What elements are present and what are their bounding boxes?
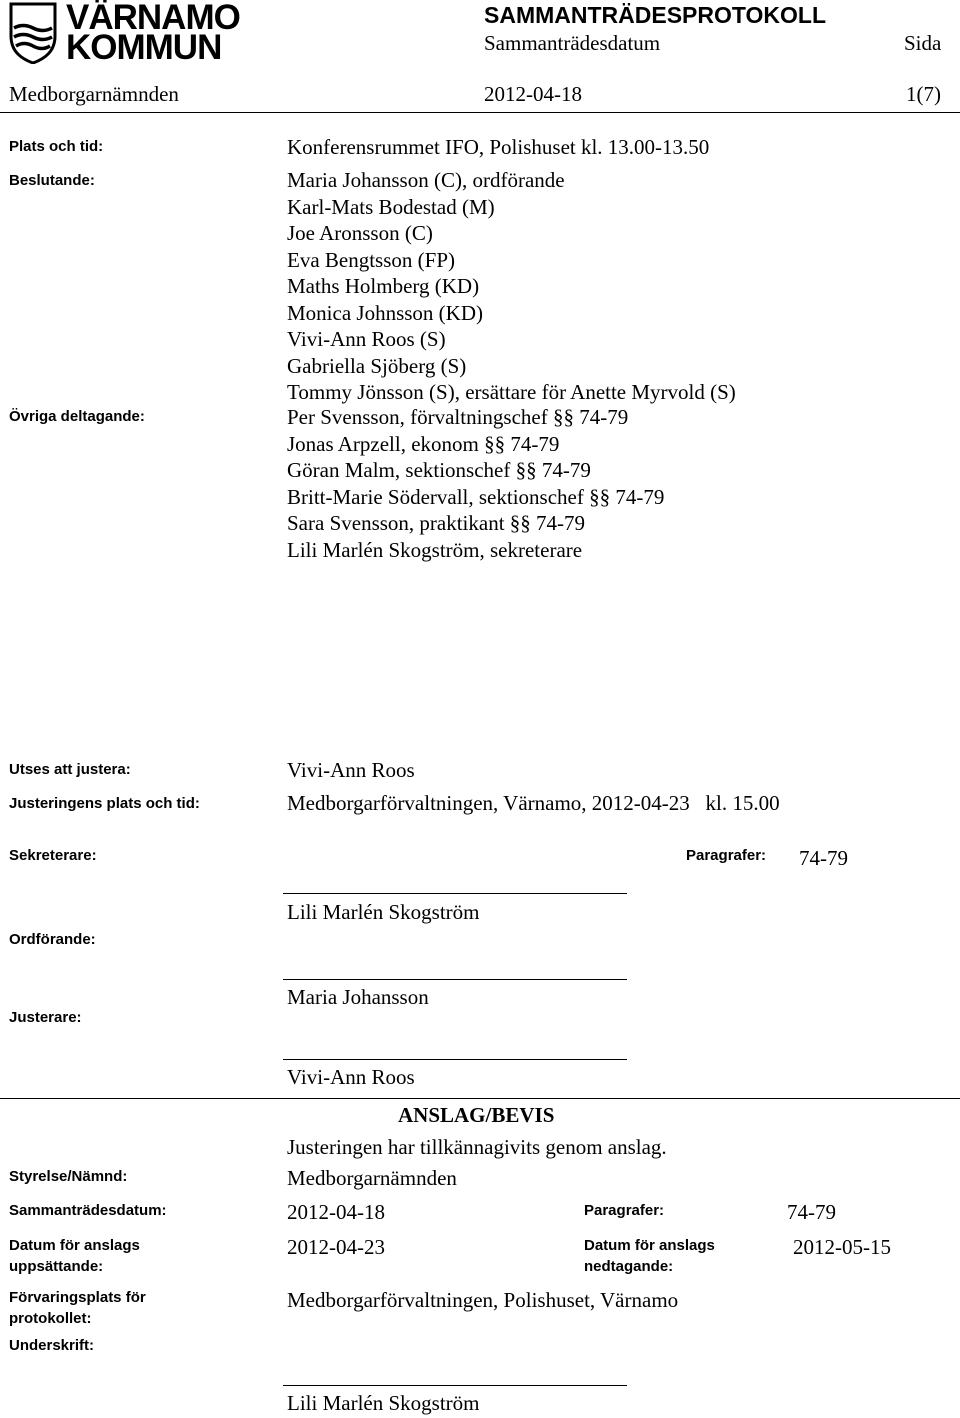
notice-divider (0, 1098, 960, 1099)
notice-paragraphs-label: Paragrafer: (584, 1202, 665, 1219)
posted-date-label (9, 1235, 140, 1277)
place-label: Plats och tid: (9, 138, 104, 155)
page-number: 1(7) (906, 82, 941, 106)
posted-date-label-line-2: uppsättande: (9, 1258, 104, 1275)
meeting-date-label: Sammanträdesdatum: (9, 1202, 167, 1219)
secretary-name: Lili Marlén Skogström (287, 900, 480, 924)
removed-date-label-line-2: nedtagande: (584, 1258, 674, 1275)
list-item: Britt-Marie Södervall, sektionschef §§ 74-79 (287, 484, 665, 509)
logo-line-2: KOMMUN (66, 28, 222, 67)
other-participants-label: Övriga deltagande: (9, 408, 145, 425)
secretary-label: Sekreterare: (9, 847, 97, 864)
signature-label: Underskrift: (9, 1337, 95, 1354)
list-item: Göran Malm, sektionschef §§ 74-79 (287, 458, 591, 482)
decision-makers-label: Beslutande: (9, 172, 95, 189)
document-title: SAMMANTRÄDESPROTOKOLL (484, 2, 827, 28)
list-item: Tommy Jönsson (S), ersättare för Anette Myrvold (S) (287, 380, 736, 404)
removed-date-label (584, 1235, 715, 1277)
date-label: Sammanträdesdatum (484, 31, 661, 55)
page-label: Sida (904, 31, 942, 55)
list-item: Vivi-Ann Roos (S) (287, 327, 446, 351)
notice-paragraphs-value: 74-79 (787, 1200, 836, 1224)
list-item: Per Svensson, förvaltningschef §§ 74-79 (287, 405, 629, 429)
chair-label: Ordförande: (9, 931, 96, 948)
storage-label-line-1: Förvaringsplats för (9, 1289, 146, 1306)
municipality-logo (8, 0, 248, 66)
notice-heading: ANSLAG/BEVIS (398, 1103, 555, 1127)
place-value: Konferensrummet IFO, Polishuset kl. 13.00-13.50 (287, 135, 710, 159)
list-item: Karl-Mats Bodestad (M) (287, 194, 495, 219)
meeting-date-value: 2012-04-18 (287, 1200, 385, 1224)
notice-signature-name: Lili Marlén Skogström (287, 1391, 480, 1415)
adjuster-label: Justerare: (9, 1009, 82, 1026)
logo-line-1: VÄRNAMO (66, 0, 240, 37)
chair-name: Maria Johansson (287, 985, 429, 1009)
chair-signature-line (283, 979, 627, 980)
list-item: Gabriella Sjöberg (S) (287, 353, 467, 378)
list-item: Jonas Arpzell, ekonom §§ 74-79 (287, 431, 560, 456)
list-item: Eva Bengtsson (FP) (287, 247, 455, 272)
paragraphs-label: Paragrafer: (686, 847, 767, 864)
meeting-date: 2012-04-18 (484, 82, 582, 106)
committee-name: Medborgarnämnden (9, 82, 179, 106)
adjuster-appointed-label: Utses att justera: (9, 761, 131, 778)
list-item: Sara Svensson, praktikant §§ 74-79 (287, 511, 586, 535)
secretary-signature-line (283, 893, 627, 894)
posted-date-label-line-1: Datum för anslags (9, 1237, 140, 1254)
adjustment-place-time-value: Medborgarförvaltningen, Värnamo, 2012-04-23 kl. 15.00 (287, 791, 780, 815)
storage-value: Medborgarförvaltningen, Polishuset, Värnamo (287, 1288, 679, 1312)
notice-signature-line (283, 1385, 627, 1386)
other-participants-list (287, 404, 664, 563)
removed-date-label-line-1: Datum för anslags (584, 1237, 715, 1254)
adjuster-signature-line (283, 1059, 627, 1060)
list-item: Maths Holmberg (KD) (287, 274, 480, 298)
adjustment-place-time-label: Justeringens plats och tid: (9, 795, 200, 812)
list-item: Maria Johansson (C), ordförande (287, 168, 565, 192)
notice-text: Justeringen har tillkännagivits genom anslag. (287, 1135, 667, 1159)
storage-label-line-2: protokollet: (9, 1310, 92, 1327)
decision-makers-list (287, 167, 736, 406)
posted-date-value: 2012-04-23 (287, 1235, 385, 1259)
header-divider (0, 112, 960, 113)
list-item: Lili Marlén Skogström, sekreterare (287, 537, 583, 562)
adjuster-appointed-value: Vivi-Ann Roos (287, 758, 415, 782)
board-value: Medborgarnämnden (287, 1166, 457, 1190)
storage-label (9, 1287, 146, 1329)
removed-date-value: 2012-05-15 (793, 1235, 891, 1259)
list-item: Joe Aronsson (C) (287, 221, 433, 245)
adjuster-name: Vivi-Ann Roos (287, 1065, 415, 1089)
board-label: Styrelse/Nämnd: (9, 1168, 128, 1185)
list-item: Monica Johnsson (KD) (287, 300, 483, 325)
paragraphs-value: 74-79 (799, 846, 848, 870)
coat-of-arms-icon (8, 2, 58, 64)
